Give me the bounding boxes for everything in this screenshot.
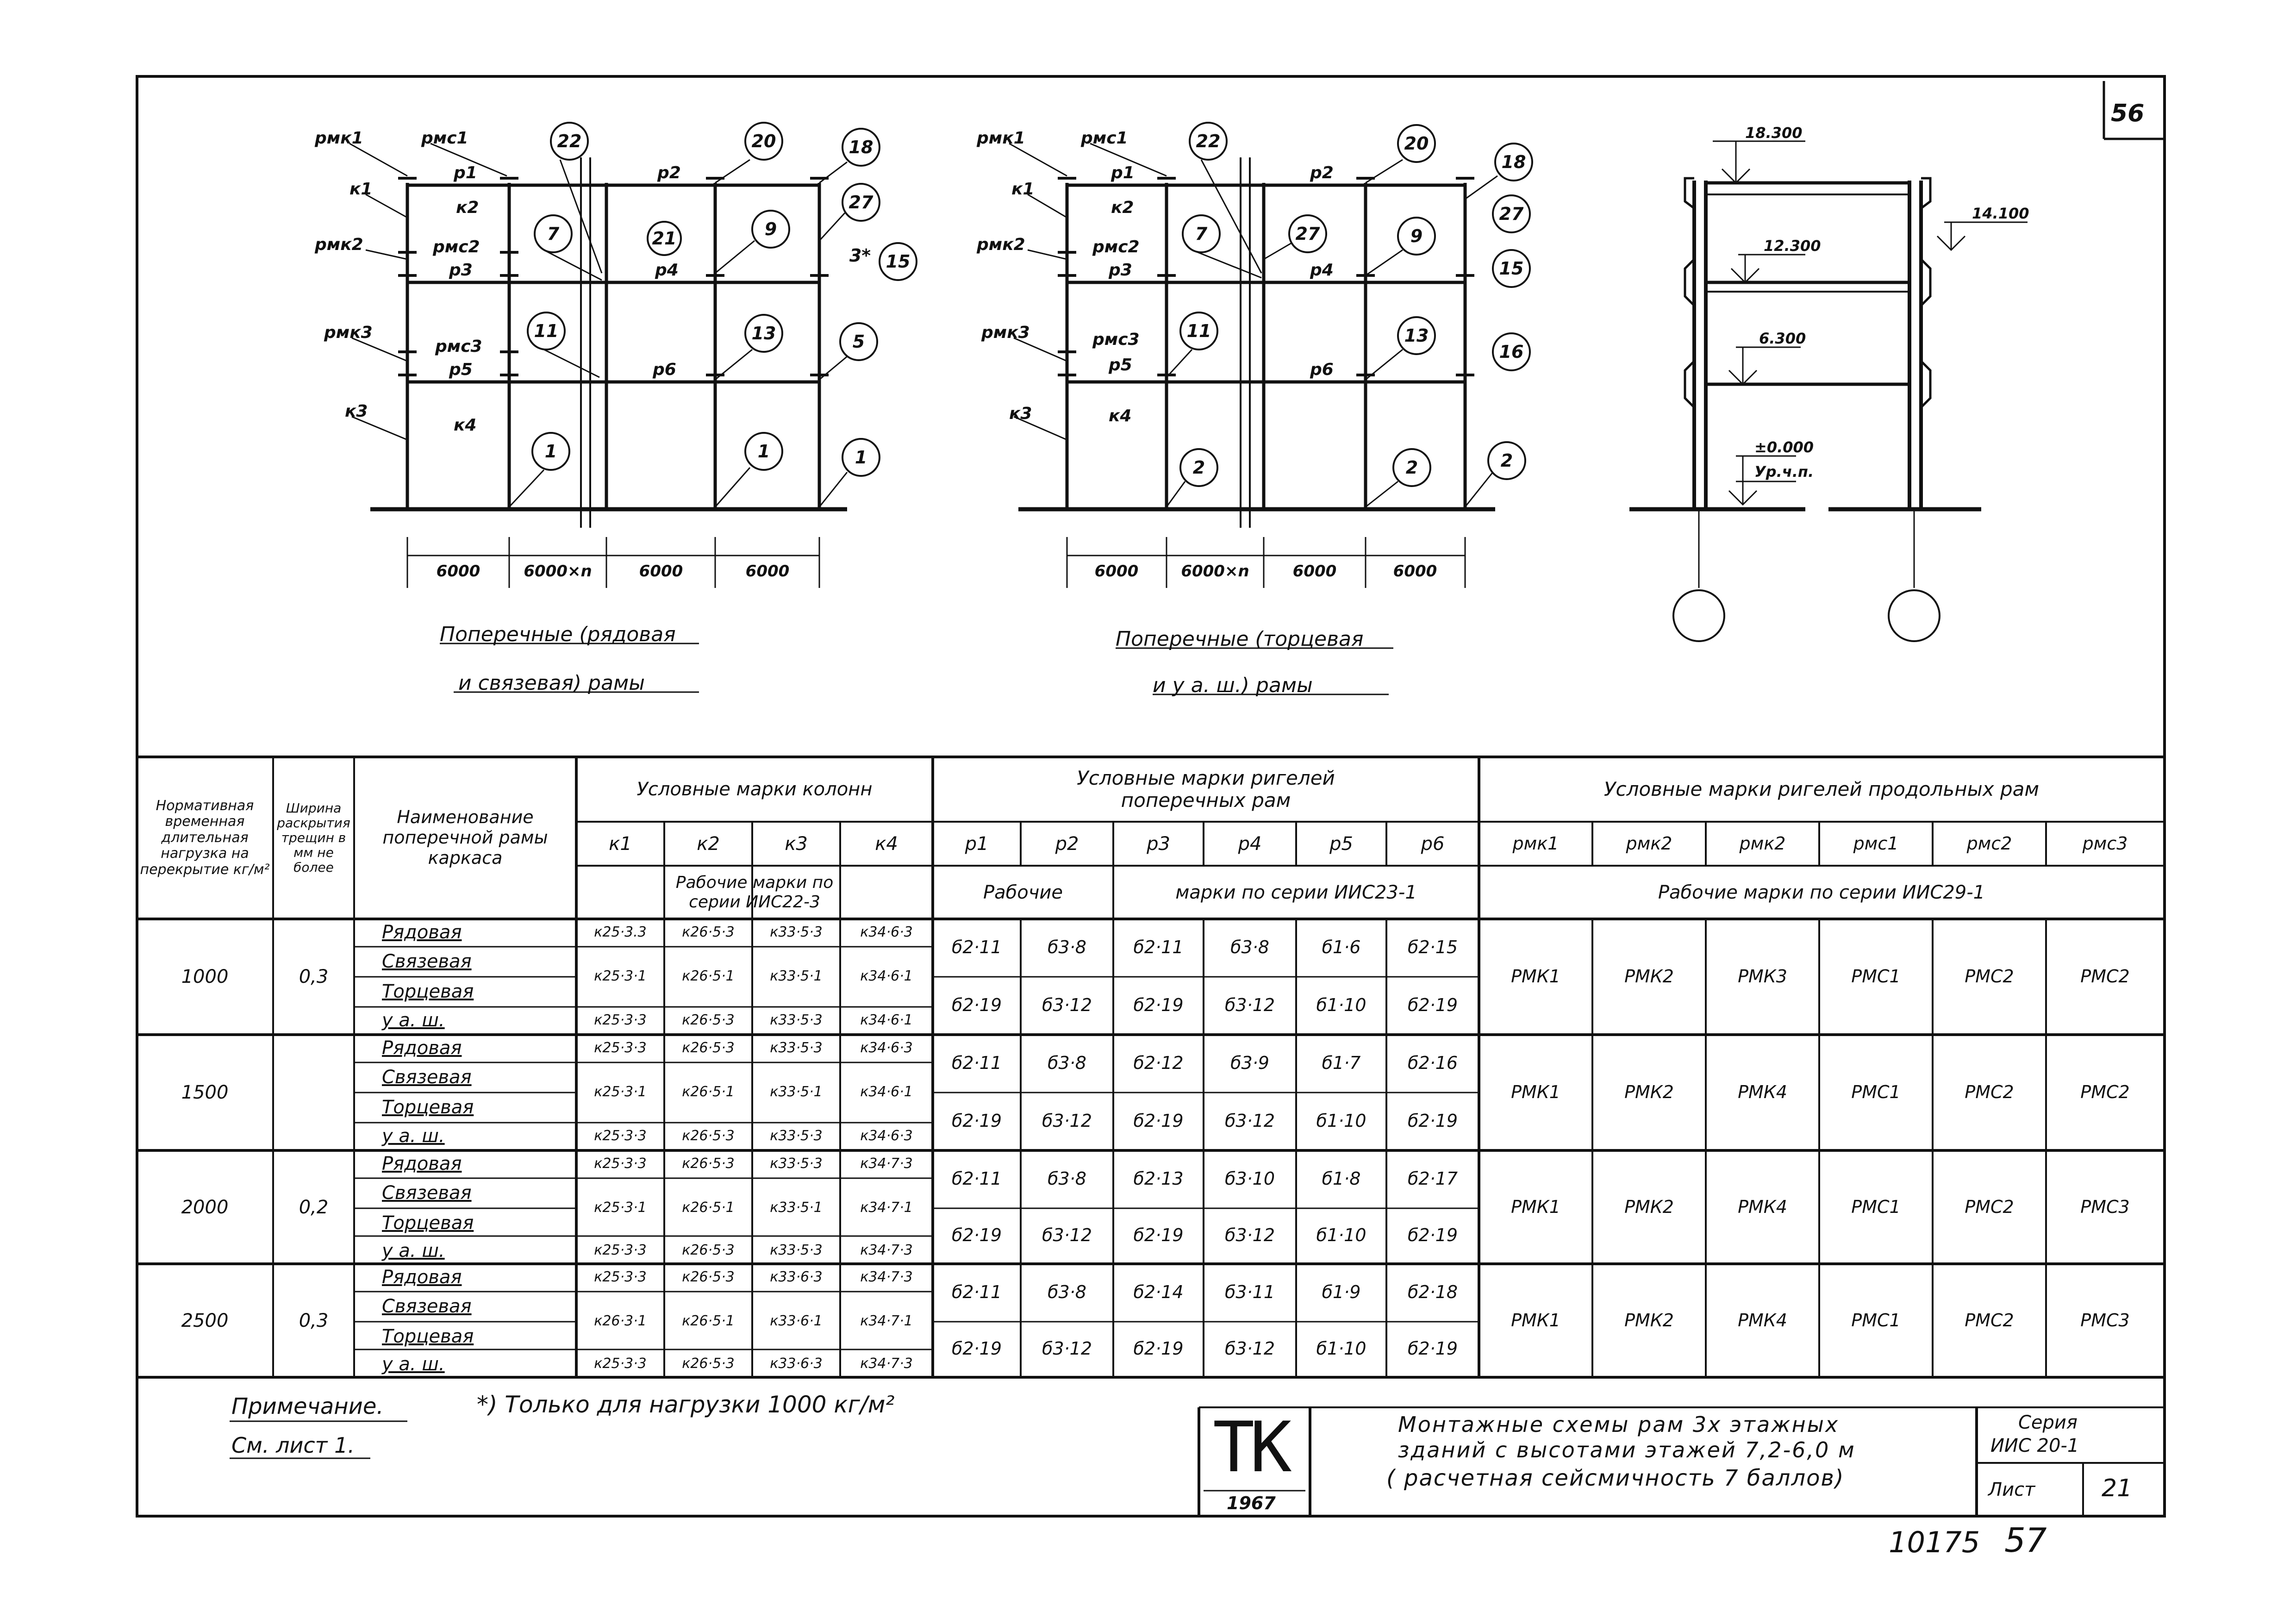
long-beam-mark: РМС2 [1965,966,2014,987]
column-mark: к33·5·3 [770,924,823,940]
caption-middle-line2: и у а. ш.) рамы [1153,674,1313,697]
beam-mark: б3·12 [1224,994,1275,1015]
header-beam-r6: р6 [1421,833,1445,855]
beam-mark: б3·8 [1048,1281,1086,1302]
column-mark: к25·3·3 [594,1242,647,1259]
beam-mark: б1·10 [1316,994,1366,1015]
beam-mark: б1·7 [1322,1052,1361,1073]
header-col-k2: к2 [697,833,720,855]
column-mark: к26·5·1 [682,968,735,984]
frame-name: Торцевая [382,1096,474,1118]
column-mark: к26·5·1 [682,1083,735,1100]
beam-mark: б2·11 [951,937,1002,957]
long-beam-mark: РМК4 [1738,1082,1787,1103]
column-mark: к34·7·1 [860,1312,913,1329]
label-k4-mid: к4 [1109,406,1132,425]
group-load: 2000 [181,1196,229,1218]
header-frame: Наименование поперечной рамы каркаса [382,807,548,868]
beam-mark: б2·12 [1133,1052,1184,1073]
sheet-number: 56 [2111,100,2145,127]
beam-mark: б2·11 [1133,937,1184,957]
column-mark: к33·5·1 [770,1083,823,1100]
column-mark: к26·5·3 [682,924,735,940]
beam-mark: б1·10 [1316,1338,1366,1359]
series-value: ИИС 20-1 [1990,1435,2079,1456]
long-beam-mark: РМК1 [1511,1196,1560,1217]
header-long-series: Рабочие марки по серии ИИС29-1 [1658,881,1985,903]
beam-mark: б3·12 [1224,1110,1275,1131]
label-r6-left: р6 [653,360,676,379]
long-beam-mark: РМС2 [2080,966,2130,987]
label-k2-left: к2 [456,198,479,217]
callout-5-left: 5 [852,331,865,352]
callout-15-mid: 15 [1499,258,1524,279]
column-mark: к34·7·3 [860,1268,913,1285]
header-beam-series-b: марки по серии ИИС23-1 [1175,881,1417,903]
beam-mark: б2·19 [1133,994,1184,1015]
long-beam-mark: РМК3 [1738,966,1787,987]
label-rms3-mid: рмс3 [1092,330,1140,349]
label-r4-mid: р4 [1310,261,1334,280]
beam-mark: б3·12 [1042,1110,1092,1131]
beam-mark: б3·12 [1042,1225,1092,1246]
notes-title: Примечание. [231,1393,384,1419]
callout-11-left: 11 [534,321,559,341]
header-long-group: Условные марки ригелей продольных рам [1603,777,2040,800]
column-mark: к34·6·1 [860,1083,913,1100]
group-crack: 0,3 [299,966,329,987]
header-beam-r3: р3 [1147,833,1170,855]
header-col-k4: к4 [875,833,898,855]
group-load: 1500 [181,1082,229,1103]
callout-3-left: 3* [849,245,871,266]
beam-mark: б1·8 [1322,1168,1361,1189]
beam-mark: б2·11 [951,1052,1002,1073]
right-diagram-labels [1745,124,2029,481]
column-mark: к34·7·3 [860,1355,913,1372]
callout-18-left: 18 [849,137,873,157]
label-r2-mid: р2 [1310,163,1334,182]
beam-mark: б2·14 [1133,1281,1184,1302]
column-mark: к34·7·3 [860,1155,913,1172]
column-mark: к25·3·3 [594,1039,647,1056]
header-beam-r5: р5 [1329,833,1353,855]
label-rmk2-mid: рмк2 [977,235,1025,254]
callout-1a-left: 1 [544,441,557,462]
long-beam-mark: РМС1 [1851,1196,1901,1217]
label-r2-left: р2 [657,163,681,182]
column-mark: к33·5·3 [770,1127,823,1144]
right-section-diagram [1629,141,2028,641]
middle-diagram-callouts [1187,131,1526,478]
elev-18300: 18.300 [1745,124,1803,142]
column-mark: к33·5·3 [770,1012,823,1028]
series-label: Серия [2018,1412,2078,1433]
column-mark: к33·5·3 [770,1242,823,1259]
group-crack: 0,2 [299,1196,329,1218]
header-beam-r2: р2 [1055,833,1079,855]
header-long-2: рмк2 [1626,833,1672,854]
frame-name: Рядовая [382,1153,462,1174]
note-1: *) Только для нагрузки 1000 кг/м² [477,1391,895,1418]
callout-27b-mid: 27 [1499,204,1524,224]
callout-22-left: 22 [557,131,582,151]
group-crack [275,1035,352,1150]
column-mark: к33·6·3 [770,1355,823,1372]
long-beam-mark: РМК2 [1624,1082,1674,1103]
callout-2c-mid: 2 [1500,450,1513,471]
label-r5-mid: р5 [1109,356,1132,375]
column-mark: к34·6·3 [860,1127,913,1144]
frame-name: Торцевая [382,1212,474,1234]
callout-22-mid: 22 [1196,131,1221,151]
callout-2a-mid: 2 [1192,457,1205,478]
frame-name: Рядовая [382,1267,462,1288]
beam-mark: б3·11 [1224,1281,1275,1302]
callout-20-mid: 20 [1404,133,1429,154]
header-long-1: рмк1 [1512,833,1559,854]
label-r4-left: р4 [655,261,679,280]
label-k3-left: к3 [345,402,368,421]
beam-mark: б3·9 [1230,1052,1269,1073]
beam-mark: б2·19 [951,1225,1002,1246]
frame-name: Связевая [382,1182,472,1204]
beam-mark: б3·8 [1230,937,1269,957]
beam-mark: б2·15 [1407,937,1458,957]
caption-left-line2: и связевая) рамы [458,671,645,695]
beam-mark: б3·10 [1224,1168,1275,1189]
beam-mark: б2·19 [1133,1110,1184,1131]
column-mark: к25·3·3 [594,1127,647,1144]
title-line3: ( расчетная сейсмичность 7 баллов) [1386,1465,1845,1491]
beam-mark: б1·10 [1316,1225,1366,1246]
note-2: См. лист 1. [231,1433,355,1458]
beam-mark: б2·18 [1407,1281,1458,1302]
beam-mark: б2·19 [951,994,1002,1015]
frame-name: Связевая [382,950,472,972]
label-r1-left: р1 [454,163,477,182]
title-line2: зданий с высотами этажей 7,2-6,0 м [1398,1437,1856,1462]
label-rmk3-left: рмк3 [324,323,373,342]
beam-mark: б2·19 [951,1338,1002,1359]
callout-1c-left: 1 [855,447,867,468]
beam-mark: б3·12 [1224,1225,1275,1246]
column-mark: к25·3·3 [594,1012,647,1028]
elev-14100: 14.100 [1972,205,2029,222]
beam-mark: б1·9 [1322,1281,1361,1302]
label-rms3-left: рмс3 [435,337,482,356]
label-r5-left: р5 [449,360,473,379]
frame-name: у а. ш. [382,1125,445,1147]
header-col-group: Условные марки колонн [636,779,873,800]
frame-name: у а. ш. [382,1240,445,1262]
beam-mark: б2·11 [951,1281,1002,1302]
beam-mark: б3·12 [1042,994,1092,1015]
dim-4-mid: 6000 [1393,562,1437,581]
beam-mark: б2·19 [1407,994,1458,1015]
beam-mark: б3·8 [1048,1052,1086,1073]
title-line1: Монтажные схемы рам 3х этажных [1398,1412,1840,1437]
label-k3-mid: к3 [1009,404,1032,423]
header-long-4: рмс1 [1853,833,1899,854]
header-col-series: Рабочие марки по серии ИИС22-3 [675,873,834,912]
beam-mark: б1·6 [1322,937,1361,957]
column-mark: к26·5·3 [682,1155,735,1172]
dim-2-mid: 6000×n [1181,562,1249,581]
beam-mark: б3·8 [1048,937,1086,957]
header-beam-r1: р1 [965,833,989,855]
column-mark: к25·3·3 [594,1155,647,1172]
long-beam-mark: РМС2 [1965,1082,2014,1103]
label-k1-mid: к1 [1011,180,1035,199]
long-beam-mark: РМК1 [1511,1310,1560,1330]
label-r3-mid: р3 [1109,261,1132,280]
beam-mark: б2·19 [1407,1338,1458,1359]
column-mark: к33·5·1 [770,1199,823,1216]
caption-middle-line1: Поперечные (торцевая [1116,627,1364,651]
frame-name: Торцевая [382,981,474,1002]
long-beam-mark: РМС1 [1851,1310,1901,1330]
header-long-6: рмс3 [2082,833,2128,854]
label-k2-mid: к2 [1111,198,1134,217]
column-mark: к26·5·3 [682,1127,735,1144]
long-beam-mark: РМС2 [1965,1196,2014,1217]
label-rmk1-left: рмк1 [315,129,363,148]
header-beam-series-a: Рабочие [983,881,1063,903]
page-number: 57 [2004,1521,2047,1560]
group-crack: 0,3 [299,1310,329,1331]
frame-name: Рядовая [382,922,462,943]
beam-mark: б2·13 [1133,1168,1184,1189]
column-mark: к25·3.3 [594,924,647,940]
left-diagram-dimensions [437,562,790,581]
caption-left-line1: Поперечные (рядовая [440,623,676,646]
archive-number: 10175 [1889,1525,1980,1559]
callout-27a-mid: 27 [1295,224,1320,244]
beam-mark: б2·16 [1407,1052,1458,1073]
frame-name: Торцевая [382,1325,474,1347]
sheet-value: 21 [2102,1474,2133,1502]
beam-mark: б2·19 [1133,1338,1184,1359]
tk-logo: ТК [1213,1407,1287,1488]
column-mark: к26·5·3 [682,1242,735,1259]
beam-mark: б1·10 [1316,1110,1366,1131]
column-mark: к26·3·1 [594,1312,647,1329]
dim-3-mid: 6000 [1292,562,1337,581]
frame-name: Рядовая [382,1037,462,1059]
callout-20-left: 20 [751,131,776,151]
frame-name: у а. ш. [382,1010,445,1031]
column-mark: к34·6·3 [860,1039,913,1056]
column-mark: к34·6·3 [860,924,913,940]
column-mark: к26·5·1 [682,1199,735,1216]
column-mark: к26·5·3 [682,1039,735,1056]
column-mark: к34·6·1 [860,968,913,984]
callout-2b-mid: 2 [1405,457,1418,478]
group-load: 2500 [181,1310,229,1331]
sheet-label: Лист [1988,1479,2035,1500]
dim-4-left: 6000 [745,562,790,581]
beam-mark: б2·17 [1407,1168,1458,1189]
label-rmk1-mid: рмк1 [977,129,1025,148]
column-mark: к34·6·1 [860,1012,913,1028]
callout-16-mid: 16 [1499,342,1524,362]
callout-27-left: 27 [849,192,873,212]
column-mark: к33·5·1 [770,968,823,984]
long-beam-mark: РМС3 [2080,1310,2130,1330]
elev-0: ±0.000 [1754,438,1814,456]
header-col-k1: к1 [609,833,632,855]
long-beam-mark: РМК2 [1624,1196,1674,1217]
beam-mark: б2·19 [1407,1225,1458,1246]
long-beam-mark: РМК1 [1511,966,1560,987]
column-mark: к26·5·3 [682,1012,735,1028]
label-rms2-mid: рмс2 [1092,237,1140,256]
label-rmk3-mid: рмк3 [981,323,1030,342]
long-beam-mark: РМК2 [1624,966,1674,987]
left-frame-diagram [349,123,917,692]
column-mark: к33·6·3 [770,1268,823,1285]
middle-diagram-dimensions [1095,562,1437,581]
column-mark: к33·6·1 [770,1312,823,1329]
column-mark: к34·7·3 [860,1242,913,1259]
dim-1-mid: 6000 [1094,562,1139,581]
header-crack: Ширина раскрытия трещин в мм не более [277,800,350,875]
beam-mark: б2·11 [951,1168,1002,1189]
middle-frame-diagram [1009,123,1532,694]
beam-mark: б2·19 [951,1110,1002,1131]
callout-11-mid: 11 [1186,321,1211,341]
label-r3-left: р3 [449,261,473,280]
frame-name: Связевая [382,1295,472,1317]
long-beam-mark: РМК1 [1511,1082,1560,1103]
beam-mark: б2·19 [1407,1110,1458,1131]
frame-name: Связевая [382,1066,472,1088]
header-long-3: рмк2 [1739,833,1786,854]
column-mark: к33·5·3 [770,1039,823,1056]
column-mark: к26·5·3 [682,1268,735,1285]
dim-3-left: 6000 [639,562,683,581]
column-mark: к26·5·3 [682,1355,735,1372]
elev-6300: 6.300 [1759,330,1806,347]
callout-21-left: 21 [652,228,677,249]
callout-15-left: 15 [886,251,911,272]
label-rms1-left: рмс1 [421,129,468,148]
column-mark: к25·3·3 [594,1268,647,1285]
column-mark: к26·5·1 [682,1312,735,1329]
beam-mark: б3·12 [1042,1338,1092,1359]
header-col-k3: к3 [785,833,808,855]
header-beam-r4: р4 [1238,833,1262,855]
elev-12300: 12.300 [1764,237,1821,255]
column-mark: к25·3·3 [594,1355,647,1372]
callout-13-left: 13 [751,323,776,344]
label-k1-left: к1 [349,180,373,199]
callout-9-left: 9 [764,219,777,239]
column-mark: к33·5·3 [770,1155,823,1172]
header-long-5: рмс2 [1966,833,2012,854]
column-mark: к25·3·1 [594,968,647,984]
long-beam-mark: РМС3 [2080,1196,2130,1217]
beam-mark: б2·19 [1133,1225,1184,1246]
title-year: 1967 [1227,1493,1276,1513]
long-beam-mark: РМС2 [2080,1082,2130,1103]
label-k4-left: к4 [454,416,477,435]
column-mark: к25·3·1 [594,1199,647,1216]
ground-label: Ур.ч.п. [1754,463,1814,481]
label-r6-mid: р6 [1310,360,1334,379]
column-mark: к34·7·1 [860,1199,913,1216]
callout-7-left: 7 [547,224,560,244]
label-r1-mid: р1 [1111,163,1135,182]
callout-9-mid: 9 [1410,226,1423,246]
long-beam-mark: РМК2 [1624,1310,1674,1330]
callout-1b-left: 1 [757,441,770,462]
label-rmk2-left: рмк2 [315,235,363,254]
dim-1-left: 6000 [436,562,480,581]
callout-18-mid: 18 [1501,152,1526,172]
header-load: Нормативная временная длительная нагрузка на перекрытие кг/м² [140,797,270,878]
callout-13-mid: 13 [1404,325,1429,346]
long-beam-mark: РМС2 [1965,1310,2014,1330]
callout-7-mid: 7 [1195,224,1208,244]
beam-mark: б3·12 [1224,1338,1275,1359]
label-rms1-mid: рмс1 [1081,129,1128,148]
column-mark: к25·3·1 [594,1083,647,1100]
header-beam-group: Условные марки ригелей поперечных рам [1077,766,1335,812]
label-rms2-left: рмс2 [433,237,480,256]
group-load: 1000 [181,966,229,987]
long-beam-mark: РМК4 [1738,1196,1787,1217]
dim-2-left: 6000×n [524,562,592,581]
long-beam-mark: РМС1 [1851,966,1901,987]
frame-name: у а. ш. [382,1353,445,1375]
long-beam-mark: РМК4 [1738,1310,1787,1330]
long-beam-mark: РМС1 [1851,1082,1901,1103]
beam-mark: б3·8 [1048,1168,1086,1189]
